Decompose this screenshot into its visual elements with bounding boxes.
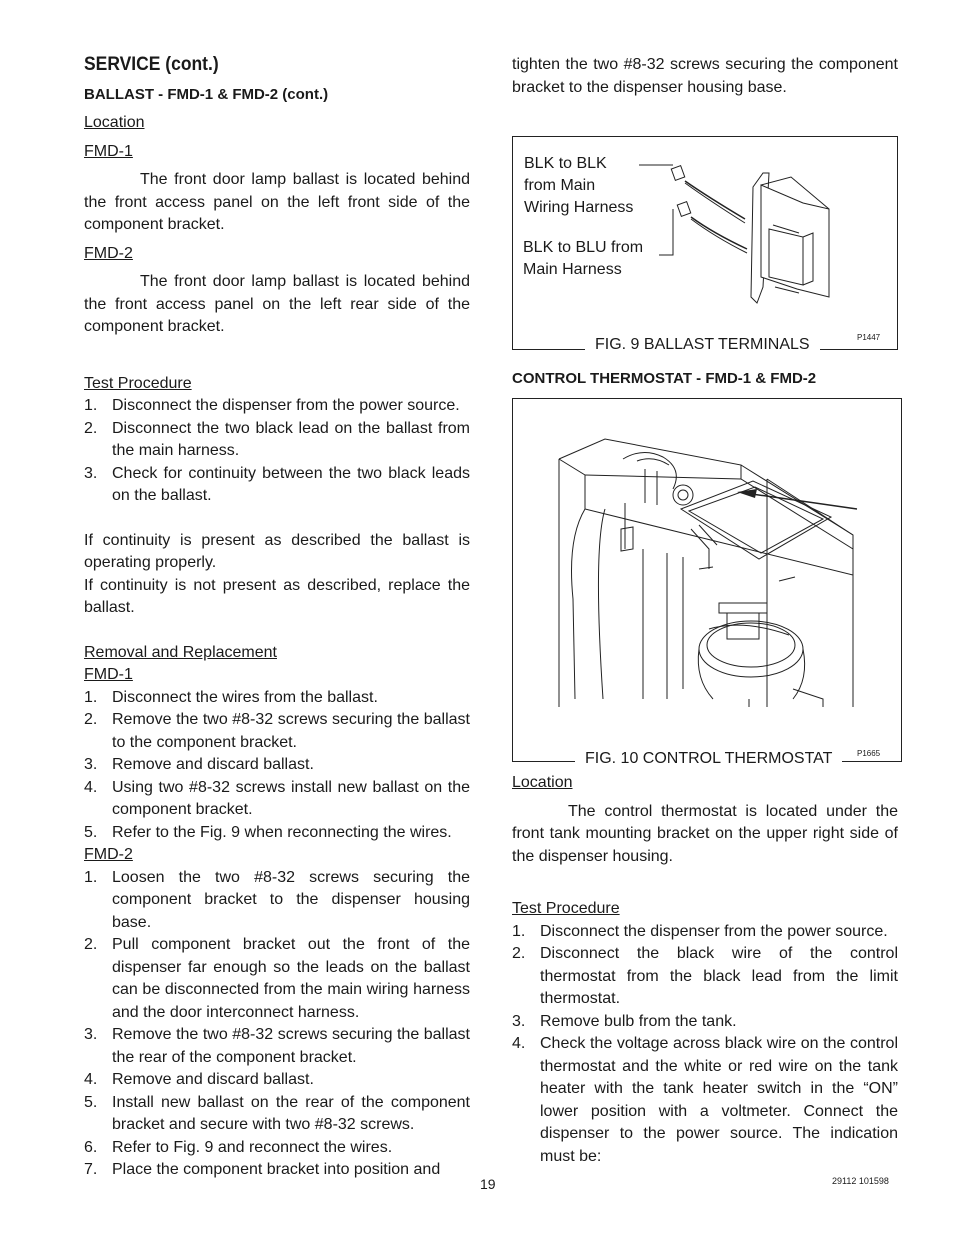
thermostat-test-heading: Test Procedure — [512, 900, 620, 917]
location-heading: Location — [84, 114, 145, 131]
fmd1-heading: FMD-1 — [84, 142, 133, 160]
removal-fmd1-steps — [84, 687, 470, 845]
list-item: 2. Disconnect the two black lead on the ballast from the main harness. — [84, 419, 470, 459]
list-item: 4. Using two #8-32 screws install new ballast on the component bracket. — [84, 778, 470, 818]
fmd1-location-text: The front door lamp ballast is located behind the front access panel on the left front side of the component bracket. — [84, 171, 470, 233]
right-column-top — [512, 54, 898, 99]
page-number: 19 — [480, 1176, 496, 1192]
section-heading-control-thermostat: CONTROL THERMOSTAT - FMD-1 & FMD-2 — [512, 370, 817, 387]
list-item: 3. Remove the two #8-32 screws securing the ballast the rear of the component bracket. — [84, 1026, 470, 1066]
ballast-illustration — [513, 137, 897, 349]
continuation-text: tighten the two #8-32 screws securing the component bracket to the dispenser housing base. — [512, 56, 898, 96]
continuity-absent-text: If continuity is not present as described, replace the ballast. — [84, 576, 470, 616]
list-item: 3. Remove bulb from the tank. — [512, 1012, 737, 1030]
removal-heading: Removal and Replacement — [84, 643, 277, 661]
list-item: 7. Place the component bracket into position and — [84, 1161, 441, 1178]
fig9-ballast-terminals — [512, 136, 898, 353]
removal-fmd1-heading: FMD-1 — [84, 666, 133, 683]
dispenser-illustration — [513, 399, 901, 761]
list-item: 1. Disconnect the wires from the ballast. — [84, 688, 378, 706]
list-item: 5. Refer to the Fig. 9 when reconnecting the wires. — [84, 823, 452, 841]
list-item: 6. Refer to Fig. 9 and reconnect the wires. — [84, 1138, 393, 1156]
list-item: 2. Disconnect the black wire of the control thermostat from the black lead from the limit thermostat. — [512, 945, 898, 1007]
fig10-control-thermostat — [512, 398, 902, 767]
thermostat-location-text: The control thermostat is located under the front tank mounting bracket on the upper right side of the dispenser housing. — [512, 802, 898, 865]
fig10-caption: FIG. 10 CONTROL THERMOSTAT — [575, 749, 842, 769]
fmd2-location-text: The front door lamp ballast is located behind the front access panel on the left rear side of the component bracket. — [84, 273, 470, 335]
thermostat-test-steps — [512, 921, 898, 1169]
list-item: 1. Disconnect the dispenser from the power source. — [512, 922, 888, 940]
document-code: 29112 101598 — [832, 1176, 889, 1186]
list-item: 2. Remove the two #8-32 screws securing the ballast to the component bracket. — [84, 711, 470, 751]
removal-fmd2-steps — [84, 867, 470, 1182]
fig9-code: P1447 — [857, 333, 881, 342]
list-item: 1. Disconnect the dispenser from the power source. — [84, 397, 460, 414]
left-column — [84, 52, 470, 1182]
removal-fmd2-heading: FMD-2 — [84, 846, 133, 863]
right-column-bottom — [512, 772, 898, 1168]
test-steps-list — [84, 395, 470, 508]
section-heading-ballast: BALLAST - FMD-1 & FMD-2 (cont.) — [84, 86, 329, 103]
fmd2-heading: FMD-2 — [84, 244, 133, 262]
test-procedure-heading: Test Procedure — [84, 374, 192, 392]
list-item: 4. Remove and discard ballast. — [84, 1071, 314, 1088]
label-blk-to-blu: BLK to BLU from Main Harness — [523, 239, 644, 278]
list-item: 3. Remove and discard ballast. — [84, 756, 314, 773]
label-blk-to-blk: BLK to BLK from Main Wiring Harness — [524, 155, 634, 216]
continuity-present-text: If continuity is present as described the ballast is operating properly. — [84, 531, 470, 571]
page-title: SERVICE (cont.) — [84, 54, 219, 75]
list-item: 1. Loosen the two #8-32 screws securing the component bracket to the dispenser housing base. — [84, 868, 470, 931]
list-item: 2. Pull component bracket out the front of the dispenser far enough so the leads on the ballast can be disconnected from the main wiring harness and the door interconnect harness. — [84, 936, 470, 1021]
list-item: 5. Install new ballast on the rear of the component bracket and secure with two #8-32 screws. — [84, 1093, 470, 1133]
thermostat-location-heading: Location — [512, 774, 573, 791]
fig9-caption: FIG. 9 BALLAST TERMINALS — [585, 335, 820, 355]
list-item: 4. Check the voltage across black wire on the control thermostat and the white or red wire on the tank heater with the tank heater switch in the “ON” lower position with a voltmeter. Connect the dispenser to the power source. The indication must be: — [512, 1035, 898, 1165]
fig10-code: P1665 — [857, 749, 881, 758]
list-item: 3. Check for continuity between the two black leads on the ballast. — [84, 464, 470, 504]
